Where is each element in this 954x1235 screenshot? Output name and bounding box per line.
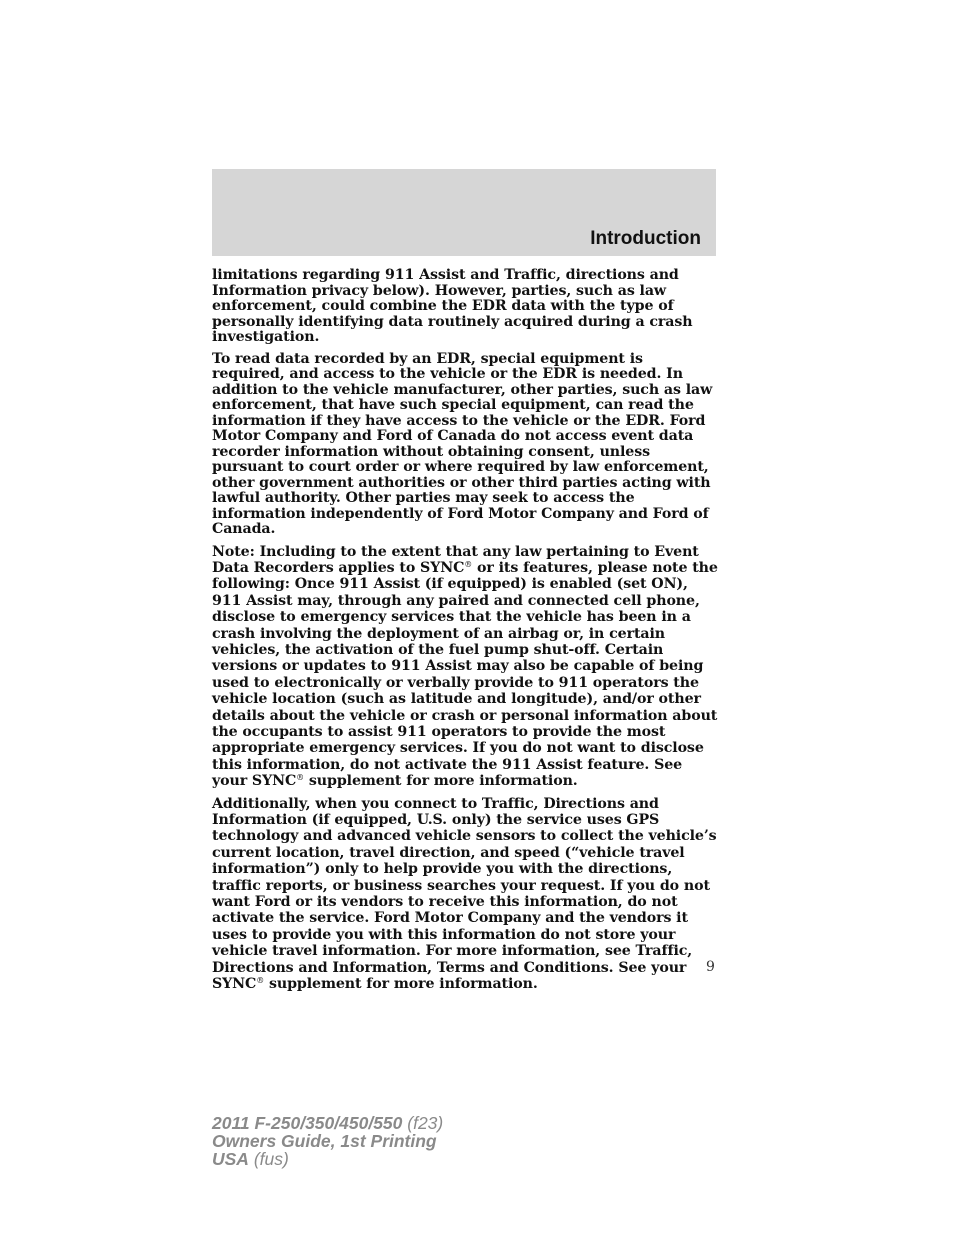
page-number: 9 <box>706 959 715 975</box>
registered-mark: ® <box>296 773 305 783</box>
paragraph-edr-access: To read data recorded by an EDR, special equipment is required, and access to the vehicle or the EDR is needed. In addition to the vehicle manufacturer, other parties, such as law enforcement, that have such special equipment, can read the information if they have access to the vehicle or the EDR. Ford Motor Company and Ford of Canada do not access event data recorder information without obtaining consent, unless pursuant to court order or where required by law enforcement, other government authorities or other third parties acting with lawful authority. Other parties may seek to access the information independently of Ford Motor Company and Ford of Canada. <box>212 350 713 537</box>
paragraph-edr-limitations: limitations regarding 911 Assist and Traffic, directions and Information privacy below). However, parties, such as law enforcement, could combine the EDR data with the type of personally identifying data routinely acquired during a crash investigation. <box>212 267 693 345</box>
section-header-band <box>212 169 716 256</box>
section-title: Introduction <box>590 228 701 249</box>
footer-market-code: (fus) <box>248 1149 289 1169</box>
body-text <box>212 268 720 998</box>
registered-mark: ® <box>256 976 265 986</box>
registered-mark: ® <box>464 559 473 569</box>
footer-market-line <box>212 1150 443 1168</box>
footer-model-code: (f23) <box>402 1113 444 1133</box>
footer-model-line <box>212 1114 443 1132</box>
paragraph-traffic-part-1: Additionally, when you connect to Traffic, Directions and Information (if equipped, U.S. only) the service uses GPS technology and advanced vehicle sensors to collect the vehicle’s current location, travel direction, and speed (“vehicle travel information”) only to help provide you with the directions, traffic reports, or business searches your request. If you do not want Ford or its vendors to receive this information, do not activate the service. Ford Motor Company and the vendors it uses to provide you with this information do not store your vehicle travel information. For more information, see Traffic, Directions and Information, Terms and Conditions. See your SYNC <box>212 795 717 993</box>
footer-model: 2011 F-250/350/450/550 <box>212 1113 403 1133</box>
footer-edition: Owners Guide, 1st Printing <box>212 1131 437 1151</box>
paragraph-911-part-2: or its features, please note the following: Once 911 Assist (if equipped) is enabled (set ON), 911 Assist may, through any paired and connected cell phone, disclose to emergency services that the vehicle has been in a crash involving the deployment of an airbag or, in certain vehicles, the activation of the fuel pump shut-off. Certain versions or updates to 911 Assist may also be capable of being used to electronically or verbally provide to 911 operators the vehicle location (such as latitude and longitude), and/or other details about the vehicle or crash or personal information about the occupants to assist 911 operators to provide the most appropriate emergency services. If you do not want to disclose this information, do not activate the 911 Assist feature. See your SYNC <box>212 559 718 790</box>
paragraph-911-part-1: Note: Including to the extent that any law pertaining to Event Data Recorders applies to SYNC <box>212 543 699 576</box>
paragraph-traffic-directions <box>212 796 720 993</box>
paragraph-911-part-3: supplement for more information. <box>304 773 578 790</box>
footer-market: USA <box>212 1149 249 1169</box>
paragraph-traffic-part-2: supplement for more information. <box>264 976 538 993</box>
document-footer <box>212 1114 443 1168</box>
paragraph-911-assist-note <box>212 544 720 790</box>
